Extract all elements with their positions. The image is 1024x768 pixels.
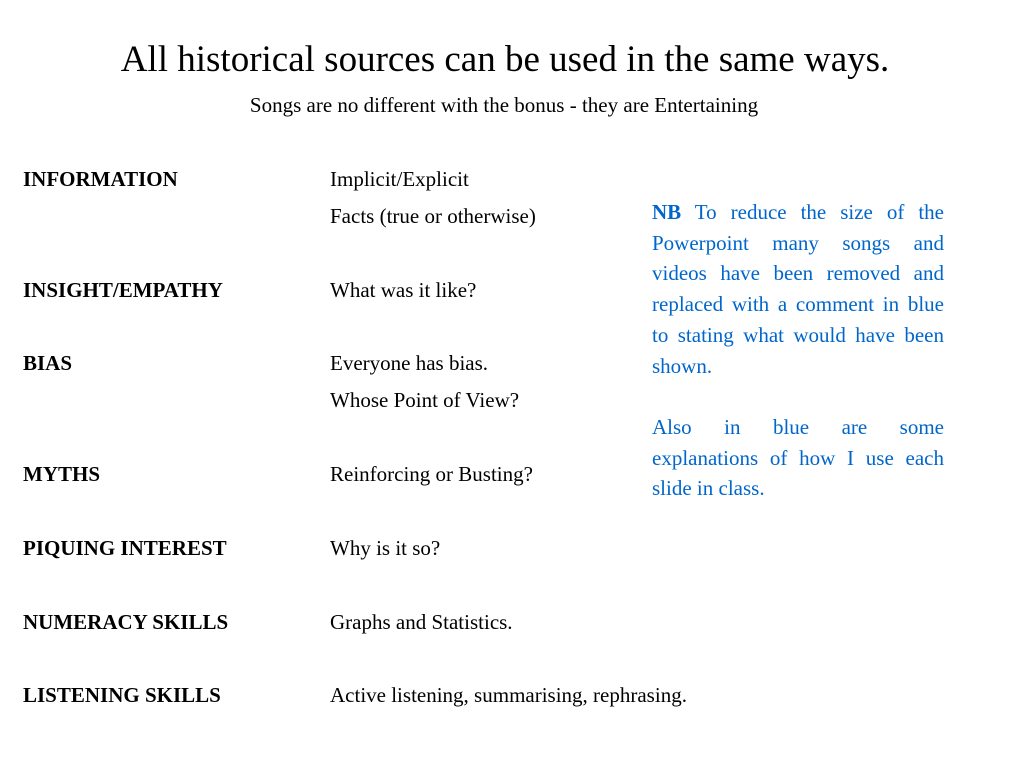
note-paragraph-2: Also in blue are some explanations of how I use each slide in class. <box>652 414 944 501</box>
note-paragraph-1 <box>652 197 944 381</box>
row-value-bias-2: Whose Point of View? <box>330 388 520 412</box>
row-value-insight-empathy-1: What was it like? <box>330 278 477 302</box>
row-label-myths: MYTHS <box>23 462 101 486</box>
row-label-numeracy-skills: NUMERACY SKILLS <box>23 610 229 634</box>
row-label-insight-empathy: INSIGHT/EMPATHY <box>23 278 223 302</box>
row-value-myths-1: Reinforcing or Busting? <box>330 462 533 486</box>
slide-title: All historical sources can be used in the same ways. <box>120 39 890 80</box>
row-value-information-2: Facts (true or otherwise) <box>330 204 536 228</box>
row-value-piquing-interest-1: Why is it so? <box>330 536 441 560</box>
nb-label: NB <box>652 200 682 224</box>
row-value-information-1: Implicit/Explicit <box>330 167 469 191</box>
row-value-numeracy-skills-1: Graphs and Statistics. <box>330 610 513 634</box>
row-label-information: INFORMATION <box>23 167 178 191</box>
slide-subtitle: Songs are no different with the bonus - they are Entertaining <box>249 93 759 117</box>
row-value-bias-1: Everyone has bias. <box>330 351 489 375</box>
note-text-1: To reduce the size of the Powerpoint many songs and videos have been removed and replaced with a comment in blue to stating what would have been shown. <box>652 200 944 378</box>
row-value-listening-skills-1: Active listening, summarising, rephrasing. <box>330 683 687 707</box>
row-label-bias: BIAS <box>23 351 73 375</box>
row-label-piquing-interest: PIQUING INTEREST <box>23 536 227 560</box>
blue-note <box>652 197 944 504</box>
row-label-listening-skills: LISTENING SKILLS <box>23 683 221 707</box>
